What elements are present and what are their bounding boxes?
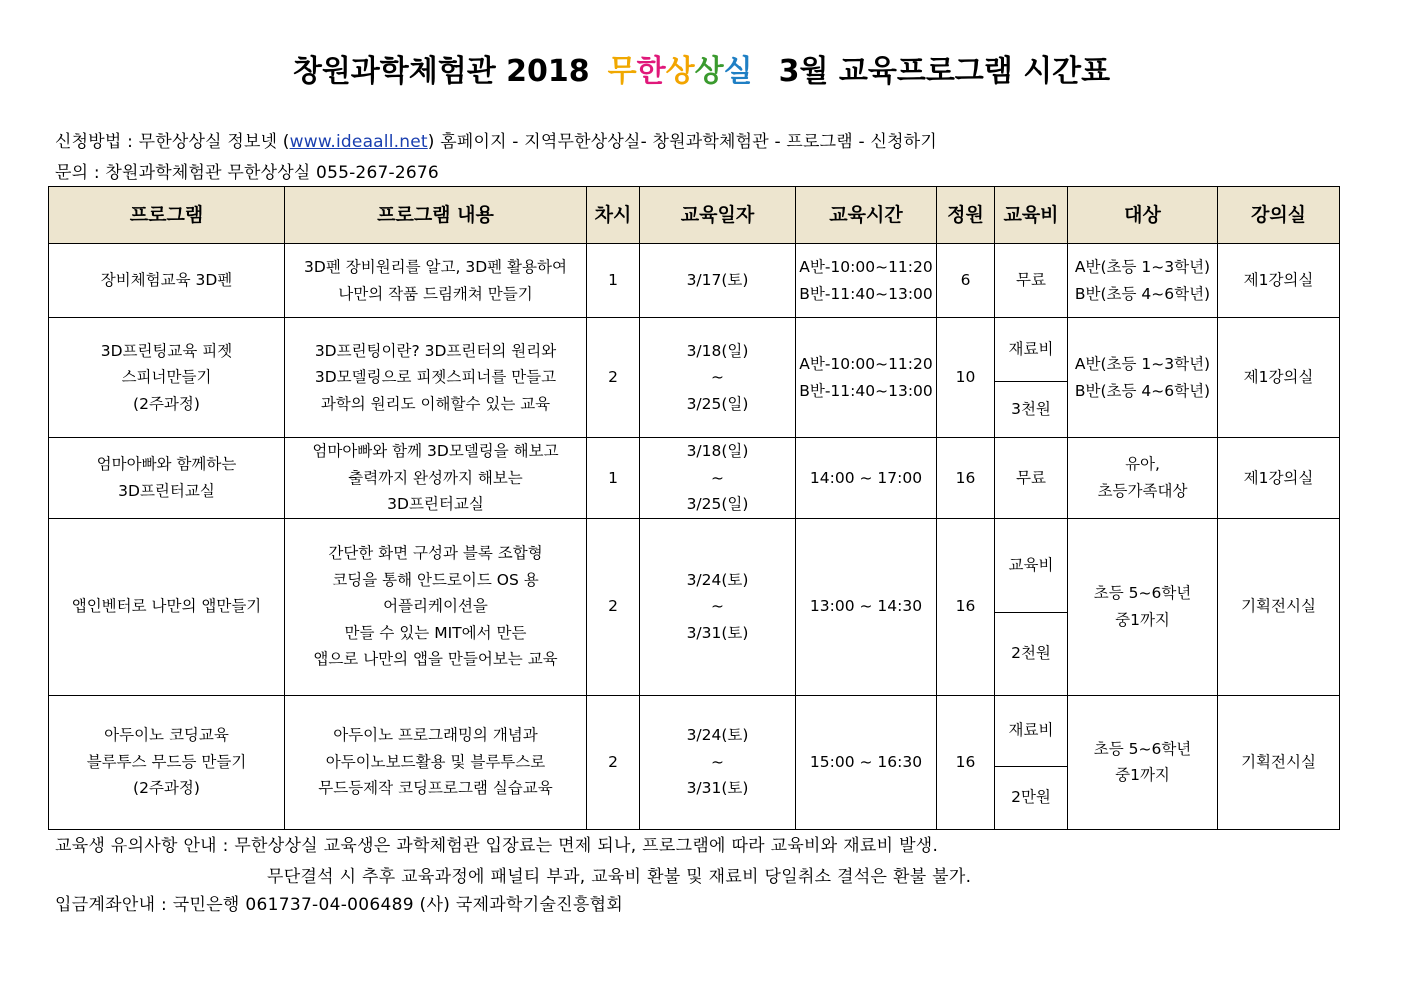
program-line: (2주과정) <box>133 394 200 413</box>
date-line: 3/25(일) <box>686 394 749 413</box>
target-line: B반(초등 4~6학년) <box>1074 284 1211 303</box>
time-line: A반-10:00~11:20 <box>799 355 933 373</box>
title-brand <box>608 54 753 89</box>
sessions-cell: 1 <box>587 438 640 519</box>
time-line: A반-10:00~11:20 <box>799 258 933 276</box>
dates-cell <box>640 695 796 829</box>
date-line: 3/25(일) <box>686 495 749 513</box>
dates-cell <box>640 438 796 519</box>
content-line: 코딩을 통해 안드로이드 OS 용 <box>332 570 539 589</box>
capacity-cell: 6 <box>937 244 995 318</box>
date-line: 3/17(토) <box>686 271 749 290</box>
target-line: A반(초등 1~3학년) <box>1074 355 1211 373</box>
notice-line-1: 교육생 유의사항 안내 : 무한상상실 교육생은 과학체험관 입장료는 면제 되나, 프로그램에 따라 교육비와 재료비 발생. <box>55 836 939 856</box>
date-line: 3/31(토) <box>686 623 749 642</box>
header-target: 대상 <box>1068 187 1218 244</box>
content-line: 어플리케이션을 <box>383 597 488 616</box>
capacity-cell: 16 <box>937 518 995 695</box>
times-cell <box>796 695 937 829</box>
date-line: ~ <box>711 368 724 387</box>
notice-line-2: 무단결석 시 추후 교육과정에 패널티 부과, 교육비 환불 및 재료비 당일취소 결석은 환불 불가. <box>267 867 972 887</box>
time-line: 15:00 ~ 16:30 <box>809 752 923 771</box>
room-cell: 기획전시실 <box>1218 695 1340 829</box>
header-room: 강의실 <box>1218 187 1340 244</box>
date-line: ~ <box>711 752 724 771</box>
dates-cell <box>640 318 796 438</box>
times-cell <box>796 518 937 695</box>
content-line: 나만의 작품 드림캐쳐 만들기 <box>338 284 533 303</box>
time-line: 13:00 ~ 14:30 <box>809 597 923 616</box>
content-line: 출력까지 완성까지 해보는 <box>348 468 523 487</box>
schedule-table <box>48 186 1340 830</box>
content-line: 앱으로 나만의 앱을 만들어보는 교육 <box>313 650 558 669</box>
date-line: ~ <box>711 597 724 616</box>
content-line: 무드등제작 코딩프로그램 실습교육 <box>318 779 553 798</box>
room-cell: 제1강의실 <box>1218 318 1340 438</box>
content-line: 3D프린팅이란? 3D프린터의 원리와 <box>314 341 557 360</box>
program-line: 장비체험교육 3D펜 <box>100 271 233 290</box>
table-row <box>49 244 1340 318</box>
program-line: 블루투스 무드등 만들기 <box>86 752 247 771</box>
header-dates: 교육일자 <box>640 187 796 244</box>
dates-cell <box>640 244 796 318</box>
fee-cell: 교육비 <box>995 518 1068 612</box>
content-line: 아두이노보드활용 및 블루투스로 <box>325 752 546 771</box>
content-line: 3D펜 장비원리를 알고, 3D펜 활용하여 <box>304 258 567 276</box>
contact-info: 문의 : 창원과학체험관 무한상상실 055-267-2676 <box>55 163 439 183</box>
apply-info <box>55 127 937 152</box>
header-sessions: 차시 <box>587 187 640 244</box>
dates-cell <box>640 518 796 695</box>
title-prefix: 창원과학체험관 2018 <box>292 54 590 89</box>
brand-char: 무 <box>607 54 637 89</box>
capacity-cell: 16 <box>937 695 995 829</box>
date-line: 3/31(토) <box>686 779 749 798</box>
target-cell <box>1068 695 1218 829</box>
content-line: 아두이노 프로그래밍의 개념과 <box>333 726 538 745</box>
target-cell <box>1068 244 1218 318</box>
times-cell <box>796 244 937 318</box>
target-line: 중1까지 <box>1115 610 1170 629</box>
header-fee: 교육비 <box>995 187 1068 244</box>
table-header-row <box>49 187 1340 244</box>
target-line: B반(초등 4~6학년) <box>1074 381 1211 400</box>
fee-amount-cell: 3천원 <box>995 382 1068 438</box>
program-line: 앱인벤터로 나만의 앱만들기 <box>71 597 262 616</box>
program-line: 아두이노 코딩교육 <box>104 726 229 745</box>
sessions-cell: 1 <box>587 244 640 318</box>
target-cell <box>1068 518 1218 695</box>
fee-cell: 재료비 <box>995 318 1068 382</box>
content-line: 3D모델링으로 피젯스피너를 만들고 <box>314 368 557 387</box>
content-cell <box>285 695 587 829</box>
page-title <box>0 46 1403 90</box>
content-line: 엄마아빠와 함께 3D모델링을 해보고 <box>312 442 559 460</box>
content-line: 3D프린터교실 <box>387 495 484 513</box>
header-times: 교육시간 <box>796 187 937 244</box>
brand-char: 상 <box>694 54 724 89</box>
program-line: 3D프린팅교육 피젯 <box>100 341 233 360</box>
apply-rest: ) 홈페이지 - 지역무한상상실- 창원과학체험관 - 프로그램 - 신청하기 <box>427 132 937 152</box>
program-line: 엄마아빠와 함께하는 <box>96 455 237 474</box>
program-cell <box>49 244 285 318</box>
brand-char: 상 <box>665 54 695 89</box>
ideaall-link[interactable]: www.ideaall.net <box>289 132 428 152</box>
time-line: B반-11:40~13:00 <box>799 284 933 303</box>
capacity-cell: 10 <box>937 318 995 438</box>
content-line: 만들 수 있는 MIT에서 만든 <box>344 623 527 642</box>
program-cell <box>49 695 285 829</box>
room-cell: 제1강의실 <box>1218 438 1340 519</box>
target-line: 초등가족대상 <box>1097 481 1188 500</box>
brand-char: 실 <box>723 54 753 89</box>
table-row <box>49 518 1340 612</box>
target-line: 유아, <box>1125 455 1160 474</box>
table-row <box>49 318 1340 382</box>
content-cell <box>285 244 587 318</box>
content-line: 간단한 화면 구성과 블록 조합형 <box>328 544 543 563</box>
program-line: 3D프린터교실 <box>118 481 215 500</box>
account-info: 입금계좌안내 : 국민은행 061737-04-006489 (사) 국제과학기술진흥협회 <box>55 895 624 915</box>
date-line: 3/18(일) <box>686 442 749 460</box>
header-content: 프로그램 내용 <box>285 187 587 244</box>
target-line: A반(초등 1~3학년) <box>1074 258 1211 276</box>
times-cell <box>796 318 937 438</box>
content-cell <box>285 438 587 519</box>
title-suffix: 3월 교육프로그램 시간표 <box>778 54 1111 89</box>
table-row <box>49 695 1340 766</box>
fee-cell: 무료 <box>995 244 1068 318</box>
time-line: B반-11:40~13:00 <box>799 381 933 400</box>
time-line: 14:00 ~ 17:00 <box>809 468 923 487</box>
brand-char: 한 <box>636 54 666 89</box>
room-cell: 기획전시실 <box>1218 518 1340 695</box>
sessions-cell: 2 <box>587 318 640 438</box>
date-line: 3/18(일) <box>686 341 749 360</box>
fee-amount-cell: 2천원 <box>995 612 1068 695</box>
date-line: ~ <box>711 468 724 487</box>
content-cell <box>285 518 587 695</box>
date-line: 3/24(토) <box>686 726 749 745</box>
room-cell: 제1강의실 <box>1218 244 1340 318</box>
target-line: 초등 5~6학년 <box>1093 739 1192 758</box>
target-cell <box>1068 438 1218 519</box>
program-cell <box>49 318 285 438</box>
apply-label: 신청방법 : 무한상상실 정보넷 ( <box>55 132 290 152</box>
target-cell <box>1068 318 1218 438</box>
target-line: 중1까지 <box>1115 766 1170 784</box>
sessions-cell: 2 <box>587 518 640 695</box>
content-cell <box>285 318 587 438</box>
capacity-cell: 16 <box>937 438 995 519</box>
program-cell <box>49 438 285 519</box>
table-row <box>49 438 1340 519</box>
times-cell <box>796 438 937 519</box>
header-capacity: 정원 <box>937 187 995 244</box>
fee-cell: 재료비 <box>995 695 1068 766</box>
date-line: 3/24(토) <box>686 570 749 589</box>
fee-cell: 무료 <box>995 438 1068 519</box>
program-line: 스피너만들기 <box>121 368 212 387</box>
target-line: 초등 5~6학년 <box>1093 584 1192 602</box>
fee-amount-cell: 2만원 <box>995 766 1068 829</box>
sessions-cell: 2 <box>587 695 640 829</box>
header-program: 프로그램 <box>49 187 285 244</box>
program-line: (2주과정) <box>133 779 200 798</box>
program-cell <box>49 518 285 695</box>
content-line: 과학의 원리도 이해할수 있는 교육 <box>320 394 551 413</box>
